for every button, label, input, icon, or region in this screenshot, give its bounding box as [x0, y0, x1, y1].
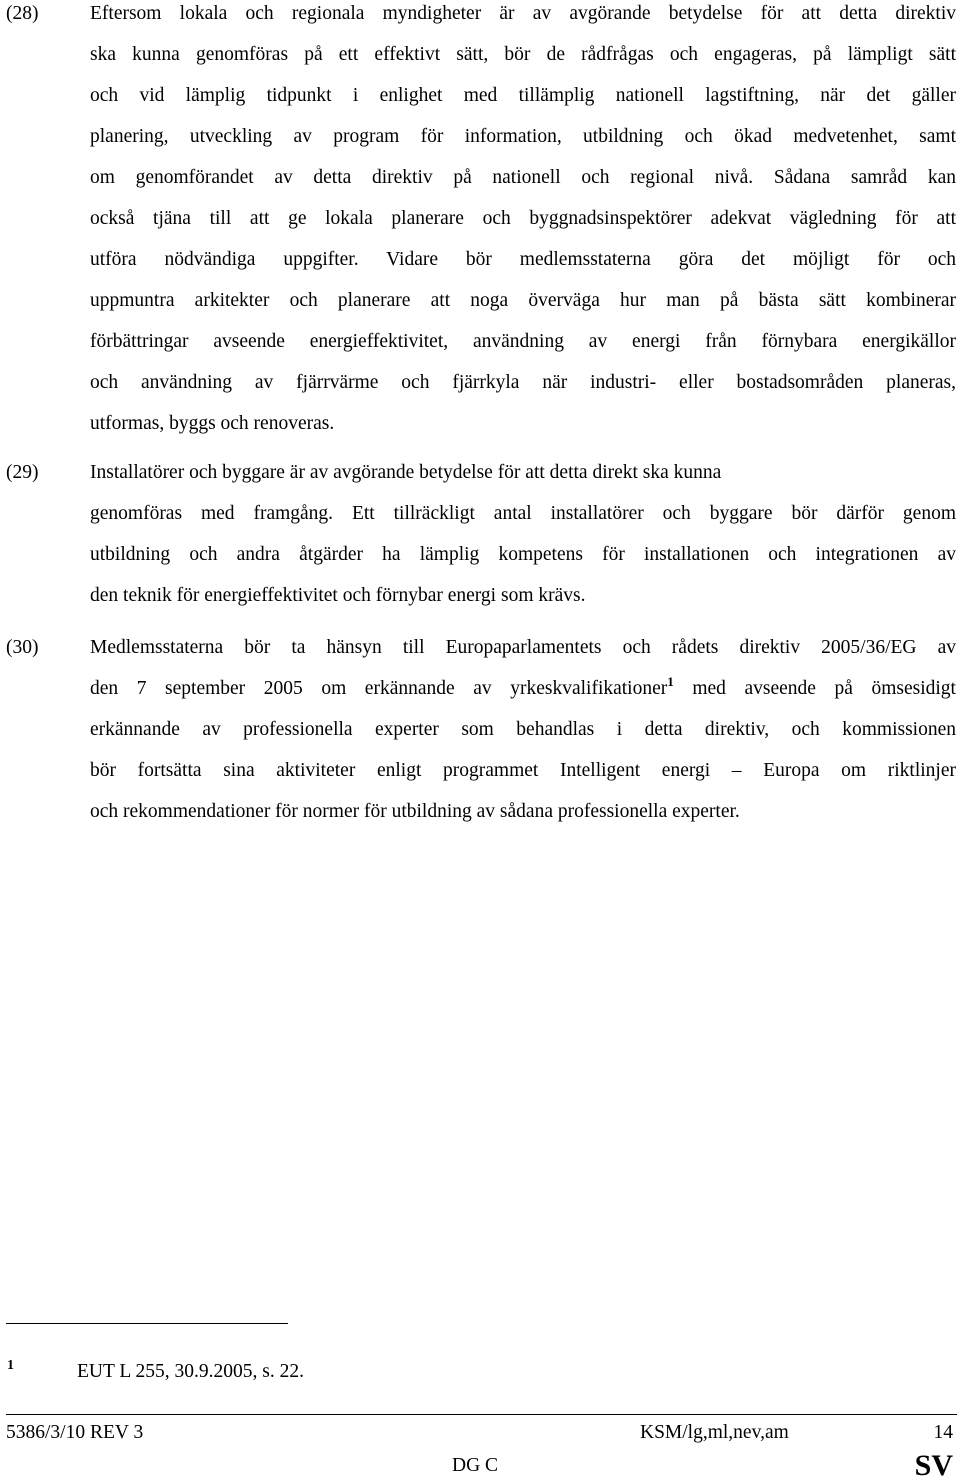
recital-line: genomföras med framgång. Ett tillräckligt antal installatörer och byggare bör därför genom [90, 503, 956, 524]
footer-rule [6, 1414, 957, 1415]
recital-line: erkännande av professionella experter som behandlas i detta direktiv, och kommissionen [90, 719, 956, 740]
language-code: SV [914, 1449, 953, 1482]
recital-line: ska kunna genomföras på ett effektivt sätt, bör de rådfrågas och engageras, på lämpligt sätt [90, 44, 956, 65]
recital-line: utformas, byggs och renoveras. [90, 413, 335, 434]
recital-line: Medlemsstaterna bör ta hänsyn till Europaparlamentets och rådets direktiv 2005/36/EG av [90, 637, 956, 658]
recital-line: utbildning och andra åtgärder ha lämplig kompetens för installationen och integrationen av [90, 544, 956, 565]
recital-line-segment: med avseende på ömsesidigt [673, 678, 956, 699]
recital-text [90, 0, 956, 444]
recital-line: utföra nödvändiga uppgifter. Vidare bör medlemsstaterna göra det möjligt för och [90, 249, 956, 270]
document-reference: 5386/3/10 REV 3 [6, 1422, 144, 1443]
recital-number: (28) [6, 3, 39, 24]
recital-line-segment: den 7 september 2005 om erkännande av yrkeskvalifikationer [90, 678, 668, 699]
recital-line: om genomförandet av detta direktiv på nationell och regional nivå. Sådana samråd kan [90, 167, 956, 188]
directorate-general: DG C [452, 1455, 499, 1476]
recital-line: också tjäna till att ge lokala planerare och byggnadsinspektörer adekvat vägledning för att [90, 208, 956, 229]
recital-line: och användning av fjärrvärme och fjärrkyla när industri- eller bostadsområden planeras, [90, 372, 956, 393]
recital-line: uppmuntra arkitekter och planerare att noga överväga hur man på bästa sätt kombinerar [90, 290, 956, 311]
recital-text [90, 627, 956, 832]
footnote-separator [6, 1323, 288, 1324]
recital-line: Eftersom lokala och regionala myndigheter är av avgörande betydelse för att detta direktiv [90, 3, 956, 24]
footnote-reference[interactable]: 1 [667, 674, 674, 689]
recital-number: (30) [6, 637, 39, 658]
recital-line: bör fortsätta sina aktiviteter enligt programmet Intelligent energi – Europa om riktlinjer [90, 760, 956, 781]
author-initials: KSM/lg,ml,nev,am [640, 1422, 789, 1443]
recital-line: den teknik för energieffektivitet och förnybar energi som krävs. [90, 585, 586, 606]
recital-line: och vid lämplig tidpunkt i enlighet med tillämplig nationell lagstiftning, när det gäller [90, 85, 956, 106]
footnote-text: EUT L 255, 30.9.2005, s. 22. [77, 1361, 304, 1382]
recital-text [90, 452, 956, 616]
recital-line: förbättringar avseende energieffektivitet, användning av energi från förnybara energikällor [90, 331, 956, 352]
recital-line: Installatörer och byggare är av avgörande betydelse för att detta direkt ska kunna [90, 462, 722, 483]
footnote-mark: 1 [7, 1358, 14, 1373]
page-number: 14 [933, 1422, 953, 1443]
recital-number: (29) [6, 462, 39, 483]
recital-line: planering, utveckling av program för information, utbildning och ökad medvetenhet, samt [90, 126, 956, 147]
recital-line [90, 668, 956, 709]
recital-line: och rekommendationer för normer för utbildning av sådana professionella experter. [90, 801, 740, 822]
